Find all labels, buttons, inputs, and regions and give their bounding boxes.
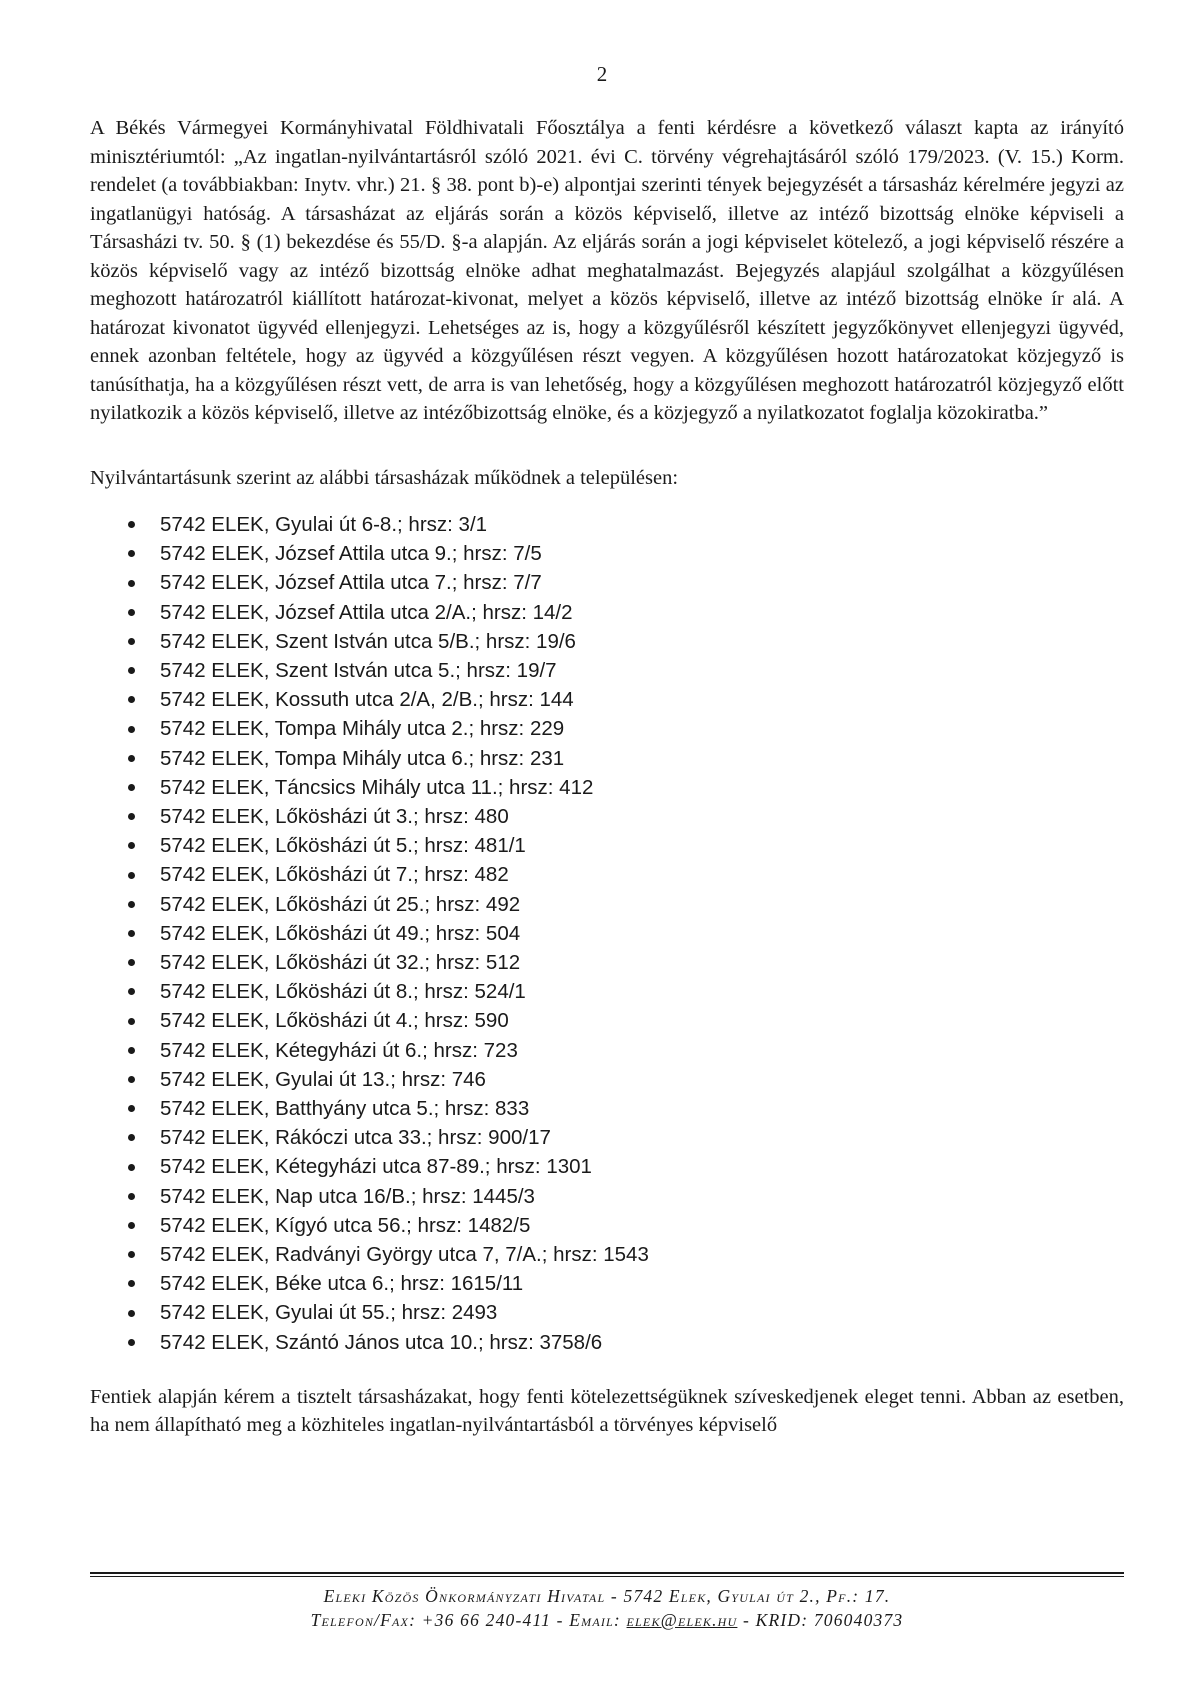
bullet-icon xyxy=(128,901,135,908)
list-item xyxy=(128,860,1124,889)
list-item xyxy=(128,802,1124,831)
list-item-text: 5742 ELEK, Szántó János utca 10.; hrsz: 3758/6 xyxy=(160,1330,603,1354)
list-item-text: 5742 ELEK, Kétegyházi út 6.; hrsz: 723 xyxy=(160,1038,518,1062)
list-item xyxy=(128,744,1124,773)
list-item-text: 5742 ELEK, Lőkösházi út 4.; hrsz: 590 xyxy=(160,1009,509,1033)
intro-paragraph: A Békés Vármegyei Kormányhivatal Földhivatali Főosztálya a fenti kérdésre a következő választ kapta az irányító minisztériumtól: „Az ingatlan-nyilvántartásról szóló 2021. évi C. törvény végrehajtásáról szóló 179/2023. (V. 15.) Korm. rendelet (a továbbiakban: Inytv. vhr.) 21. § 38. pont b)-e) alpontjai szerinti tények bejegyzését a társasház kérelmére jegyzi az ingatlanügyi hatóság. A társasházat az eljárás során a közös képviselő, illetve az intéző bizottság elnöke képviseli a Társasházi tv. 50. § (1) bekezdése és 55/D. §-a alapján. Az eljárás során a jogi képviselet kötelező, a jogi képviselő részére a közös képviselő vagy az intéző bizottság elnöke adhat meghatalmazást. Bejegyzés alapjául szolgálhat a közgyűlésen meghozott határozatról kiállított határozat-kivonat, melyet a közös képviselő, illetve az intéző bizottság elnöke ír alá. A határozat kivonatot ügyvéd ellenjegyzi. Lehetséges az is, hogy a közgyűlésről készített jegyzőkönyvet ellenjegyzi ügyvéd, ennek azonban feltétele, hogy az ügyvéd a közgyűlésen részt vegyen. A közgyűlésen hozott határozatokat közjegyző is tanúsíthatja, ha a közgyűlésen részt vett, de arra is van lehetőség, hogy a közgyűlésen meghozott határozatról közjegyző előtt nyilatkozik a közös képviselő, illetve az intézőbizottság elnöke, és a közjegyző a nyilatkozatot foglalja közokiratba.” xyxy=(90,117,1124,424)
list-item-text: 5742 ELEK, Lőkösházi út 3.; hrsz: 480 xyxy=(160,805,509,829)
bullet-icon xyxy=(128,667,135,674)
list-item-text: 5742 ELEK, Kígyó utca 56.; hrsz: 1482/5 xyxy=(160,1213,531,1237)
list-item xyxy=(128,1006,1124,1035)
condominium-list xyxy=(128,510,1124,1357)
bullet-icon xyxy=(128,813,135,820)
list-item xyxy=(128,1182,1124,1211)
bullet-icon xyxy=(128,755,135,762)
list-item xyxy=(128,948,1124,977)
bullet-icon xyxy=(128,1134,135,1141)
bullet-icon xyxy=(128,872,135,879)
letterhead-footer xyxy=(90,1584,1124,1632)
list-item xyxy=(128,977,1124,1006)
list-item-text: 5742 ELEK, Szent István utca 5/B.; hrsz: 19/6 xyxy=(160,629,576,653)
list-item xyxy=(128,1123,1124,1152)
footer-contact-line xyxy=(90,1608,1124,1632)
list-item-text: 5742 ELEK, Gyulai út 55.; hrsz: 2493 xyxy=(160,1301,498,1325)
list-item xyxy=(128,627,1124,656)
list-item-text: 5742 ELEK, József Attila utca 2/A.; hrsz: 14/2 xyxy=(160,600,573,624)
list-item xyxy=(128,1211,1124,1240)
list-item xyxy=(128,773,1124,802)
footer-divider xyxy=(90,1572,1124,1574)
list-item-text: 5742 ELEK, Radványi György utca 7, 7/A.; hrsz: 1543 xyxy=(160,1243,649,1267)
list-item xyxy=(128,890,1124,919)
list-item-text: 5742 ELEK, Lőkösházi út 8.; hrsz: 524/1 xyxy=(160,980,526,1004)
list-item xyxy=(128,1240,1124,1269)
list-item-text: 5742 ELEK, József Attila utca 9.; hrsz: 7/5 xyxy=(160,542,542,566)
list-item-text: 5742 ELEK, Táncsics Mihály utca 11.; hrsz: 412 xyxy=(160,775,594,799)
list-item xyxy=(128,685,1124,714)
list-item-text: 5742 ELEK, Gyulai út 13.; hrsz: 746 xyxy=(160,1067,486,1091)
bullet-icon xyxy=(128,638,135,645)
footer-krid: - KRID: 706040373 xyxy=(737,1610,904,1630)
bullet-icon xyxy=(128,842,135,849)
document-body xyxy=(90,114,1124,1440)
bullet-icon xyxy=(128,1047,135,1054)
page-number: 2 xyxy=(596,62,608,86)
bullet-icon xyxy=(128,1018,135,1025)
footer-address-line: Eleki Közös Önkormányzati Hivatal - 5742 Elek, Gyulai út 2., Pf.: 17. xyxy=(323,1586,891,1606)
bullet-icon xyxy=(128,1076,135,1083)
list-lead-paragraph: Nyilvántartásunk szerint az alábbi társasházak működnek a településen: xyxy=(90,466,679,489)
list-item-text: 5742 ELEK, Lőkösházi út 49.; hrsz: 504 xyxy=(160,921,521,945)
bullet-icon xyxy=(128,1280,135,1287)
bullet-icon xyxy=(128,1193,135,1200)
list-item-text: 5742 ELEK, Lőkösházi út 25.; hrsz: 492 xyxy=(160,892,521,916)
bullet-icon xyxy=(128,1164,135,1171)
bullet-icon xyxy=(128,1310,135,1317)
list-item xyxy=(128,568,1124,597)
list-item xyxy=(128,1298,1124,1327)
list-item-text: 5742 ELEK, Lőkösházi út 5.; hrsz: 481/1 xyxy=(160,834,526,858)
list-item xyxy=(128,1065,1124,1094)
bullet-icon xyxy=(128,521,135,528)
list-item-text: 5742 ELEK, Batthyány utca 5.; hrsz: 833 xyxy=(160,1097,530,1121)
footer-email-link[interactable]: elek@elek.hu xyxy=(626,1610,738,1630)
bullet-icon xyxy=(128,726,135,733)
bullet-icon xyxy=(128,930,135,937)
bullet-icon xyxy=(128,1222,135,1229)
bullet-icon xyxy=(128,550,135,557)
list-item-text: 5742 ELEK, Tompa Mihály utca 2.; hrsz: 229 xyxy=(160,717,565,741)
list-item-text: 5742 ELEK, Tompa Mihály utca 6.; hrsz: 231 xyxy=(160,746,565,770)
list-item-text: 5742 ELEK, Gyulai út 6-8.; hrsz: 3/1 xyxy=(160,513,488,536)
bullet-icon xyxy=(128,609,135,616)
list-item-text: 5742 ELEK, József Attila utca 7.; hrsz: 7/7 xyxy=(160,571,542,595)
list-item xyxy=(128,1328,1124,1357)
list-item xyxy=(128,539,1124,568)
list-item-text: 5742 ELEK, Rákóczi utca 33.; hrsz: 900/17 xyxy=(160,1126,551,1150)
bullet-icon xyxy=(128,1251,135,1258)
list-item-text: 5742 ELEK, Szent István utca 5.; hrsz: 19/7 xyxy=(160,659,557,683)
bullet-icon xyxy=(128,959,135,966)
bullet-icon xyxy=(128,580,135,587)
footer-phone: Telefon/Fax: +36 66 240-411 - Email: xyxy=(310,1610,627,1630)
list-item xyxy=(128,919,1124,948)
list-item xyxy=(128,1094,1124,1123)
footer-divider-thin xyxy=(90,1576,1124,1577)
list-item-text: 5742 ELEK, Nap utca 16/B.; hrsz: 1445/3 xyxy=(160,1184,535,1208)
list-item-text: 5742 ELEK, Béke utca 6.; hrsz: 1615/11 xyxy=(160,1272,524,1296)
list-item-text: 5742 ELEK, Lőkösházi út 7.; hrsz: 482 xyxy=(160,863,509,887)
bullet-icon xyxy=(128,1339,135,1346)
list-item-text: 5742 ELEK, Lőkösházi út 32.; hrsz: 512 xyxy=(160,951,521,975)
list-item xyxy=(128,1152,1124,1181)
list-item xyxy=(128,656,1124,685)
bullet-icon xyxy=(128,1105,135,1112)
bullet-icon xyxy=(128,696,135,703)
closing-paragraph: Fentiek alapján kérem a tisztelt társasházakat, hogy fenti kötelezettségüknek szíveskedjenek eleget tenni. Abban az esetben, ha nem állapítható meg a közhiteles ingatlan-nyilvántartásból a törvényes képviselő xyxy=(90,1385,1124,1437)
list-item xyxy=(128,1036,1124,1065)
list-item xyxy=(128,598,1124,627)
list-item xyxy=(128,714,1124,743)
list-item-text: 5742 ELEK, Kossuth utca 2/A, 2/B.; hrsz: 144 xyxy=(160,688,574,712)
list-item-text: 5742 ELEK, Kétegyházi utca 87-89.; hrsz: 1301 xyxy=(160,1155,592,1179)
bullet-icon xyxy=(128,784,135,791)
list-item xyxy=(128,831,1124,860)
bullet-icon xyxy=(128,988,135,995)
list-item xyxy=(128,1269,1124,1298)
list-item xyxy=(128,510,1124,539)
